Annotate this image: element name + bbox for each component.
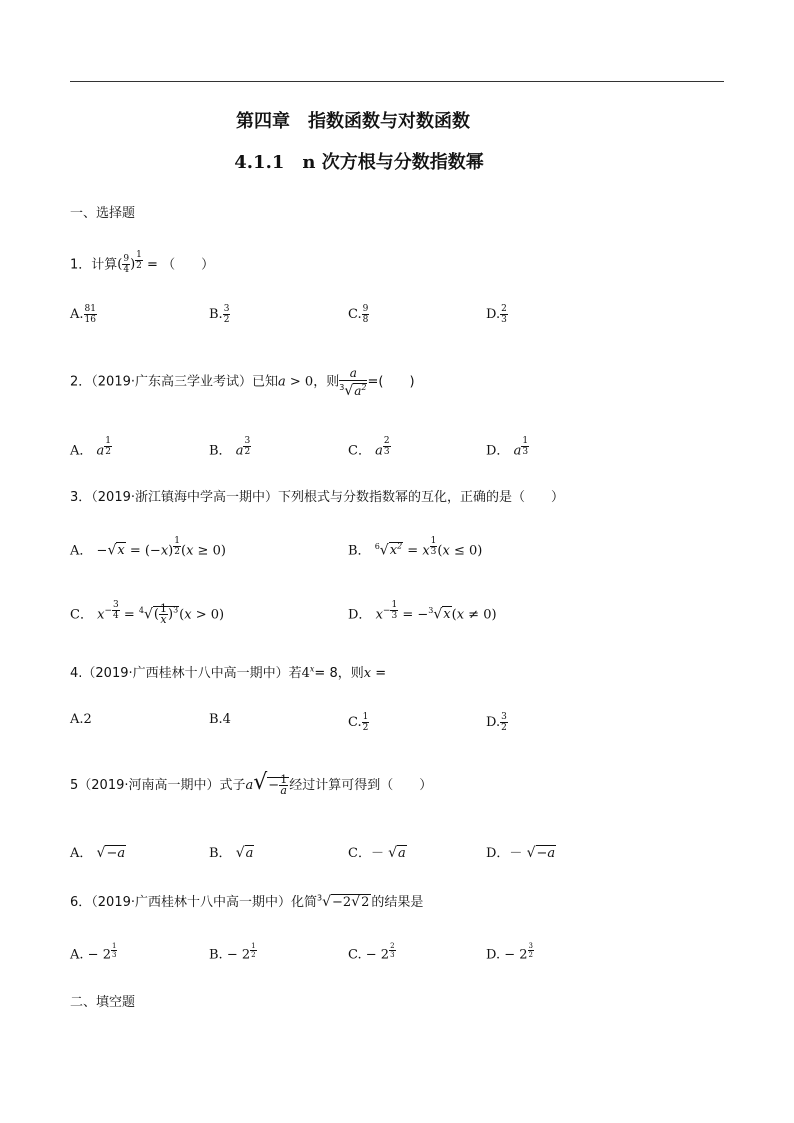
q2-option-b[interactable]: B． a $^{\frac{3}{2}}$ <box>209 436 251 459</box>
q6-option-a[interactable]: A. − 2 $^{\frac{1}{3}}$ <box>70 942 117 963</box>
section-heading-fill: 二、填空题 <box>70 995 136 1010</box>
question-6: 6．（2019·广西桂林十八中高一期中）化简$^3$√−2√2 的结果是 <box>70 893 424 910</box>
q4-option-a[interactable]: A.2 <box>70 712 92 727</box>
q5-option-a[interactable]: A． √−a <box>70 845 126 861</box>
question-1-prefix: 1．计算 <box>70 257 118 273</box>
chapter-title: 第四章 指数函数与对数函数 <box>236 111 470 132</box>
q2-option-d[interactable]: D． a $^{\frac{1}{3}}$ <box>486 436 529 459</box>
question-1-expr: ( $\frac{9}{4}$ ) $^{\frac{1}{2}}$ <box>117 250 142 276</box>
question-1-suffix: = （ ） <box>142 257 215 273</box>
q1-option-c[interactable]: C. $\frac{9}{8}$ <box>348 304 369 325</box>
q6-option-c[interactable]: C. − 2 $^{\frac{2}{3}}$ <box>348 942 395 963</box>
q1-option-b[interactable]: B. $\frac{3}{2}$ <box>209 304 230 325</box>
q3-option-b[interactable]: B． $^6√x^2 = x$ $^{\frac{1}{3}}$ (x ≤ 0) <box>348 536 483 559</box>
q4-option-c[interactable]: C. $\frac{1}{2}$ <box>348 712 369 733</box>
q4-option-b[interactable]: B.4 <box>209 712 231 727</box>
question-1 <box>70 250 214 275</box>
q2-option-c[interactable]: C． a $^{\frac{2}{3}}$ <box>348 436 390 459</box>
question-4: 4.（2019·广西桂林十八中高一期中）若$4^x= 8$，则x = <box>70 664 387 681</box>
q5-option-c[interactable]: C．－ √a <box>348 845 406 861</box>
header-rule <box>70 81 724 82</box>
q3-option-c[interactable]: C． $x^{- \frac{3}{4}}$ = $^4$√( $\frac{1}{x}$ )$^3$(x > 0) <box>70 600 225 627</box>
section-heading-choice: 一、选择题 <box>70 206 136 221</box>
q1-option-d[interactable]: D. $\frac{2}{3}$ <box>486 304 507 325</box>
question-5: 5（2019·河南高一期中）式子a√− $\frac{1}{a}$ 经过计算可得到（ ） <box>70 770 433 797</box>
q5-option-b[interactable]: B． √a <box>209 845 254 861</box>
section-title: 4.1.1 n 次方根与分数指数幂 <box>234 152 484 173</box>
q5-option-d[interactable]: D．－ √−a <box>486 845 556 861</box>
q6-option-b[interactable]: B. − 2 $^{\frac{1}{2}}$ <box>209 942 256 963</box>
question-3: 3．（2019·浙江镇海中学高一期中）下列根式与分数指数幂的互化，正确的是（ ） <box>70 490 564 505</box>
q6-option-d[interactable]: D. − 2 $^{\frac{3}{2}}$ <box>486 942 534 963</box>
q3-option-a[interactable]: A． −√x = (−x) $^{\frac{1}{2}}$ (x ≥ 0) <box>70 536 226 559</box>
q4-option-d[interactable]: D. $\frac{3}{2}$ <box>486 712 507 733</box>
q2-option-a[interactable]: A． a $^{\frac{1}{2}}$ <box>70 436 112 459</box>
question-2: 2．（2019·广东高三学业考试）已知a > 0，则 $\frac{a}{^3√a^2}$ =( ) <box>70 366 415 399</box>
q1-option-a[interactable]: A. $\frac{81}{16}$ <box>70 304 96 325</box>
q3-option-d[interactable]: D． $x^{- \frac{1}{3}}$ = −$^3$√x(x ≠ 0) <box>348 600 497 623</box>
